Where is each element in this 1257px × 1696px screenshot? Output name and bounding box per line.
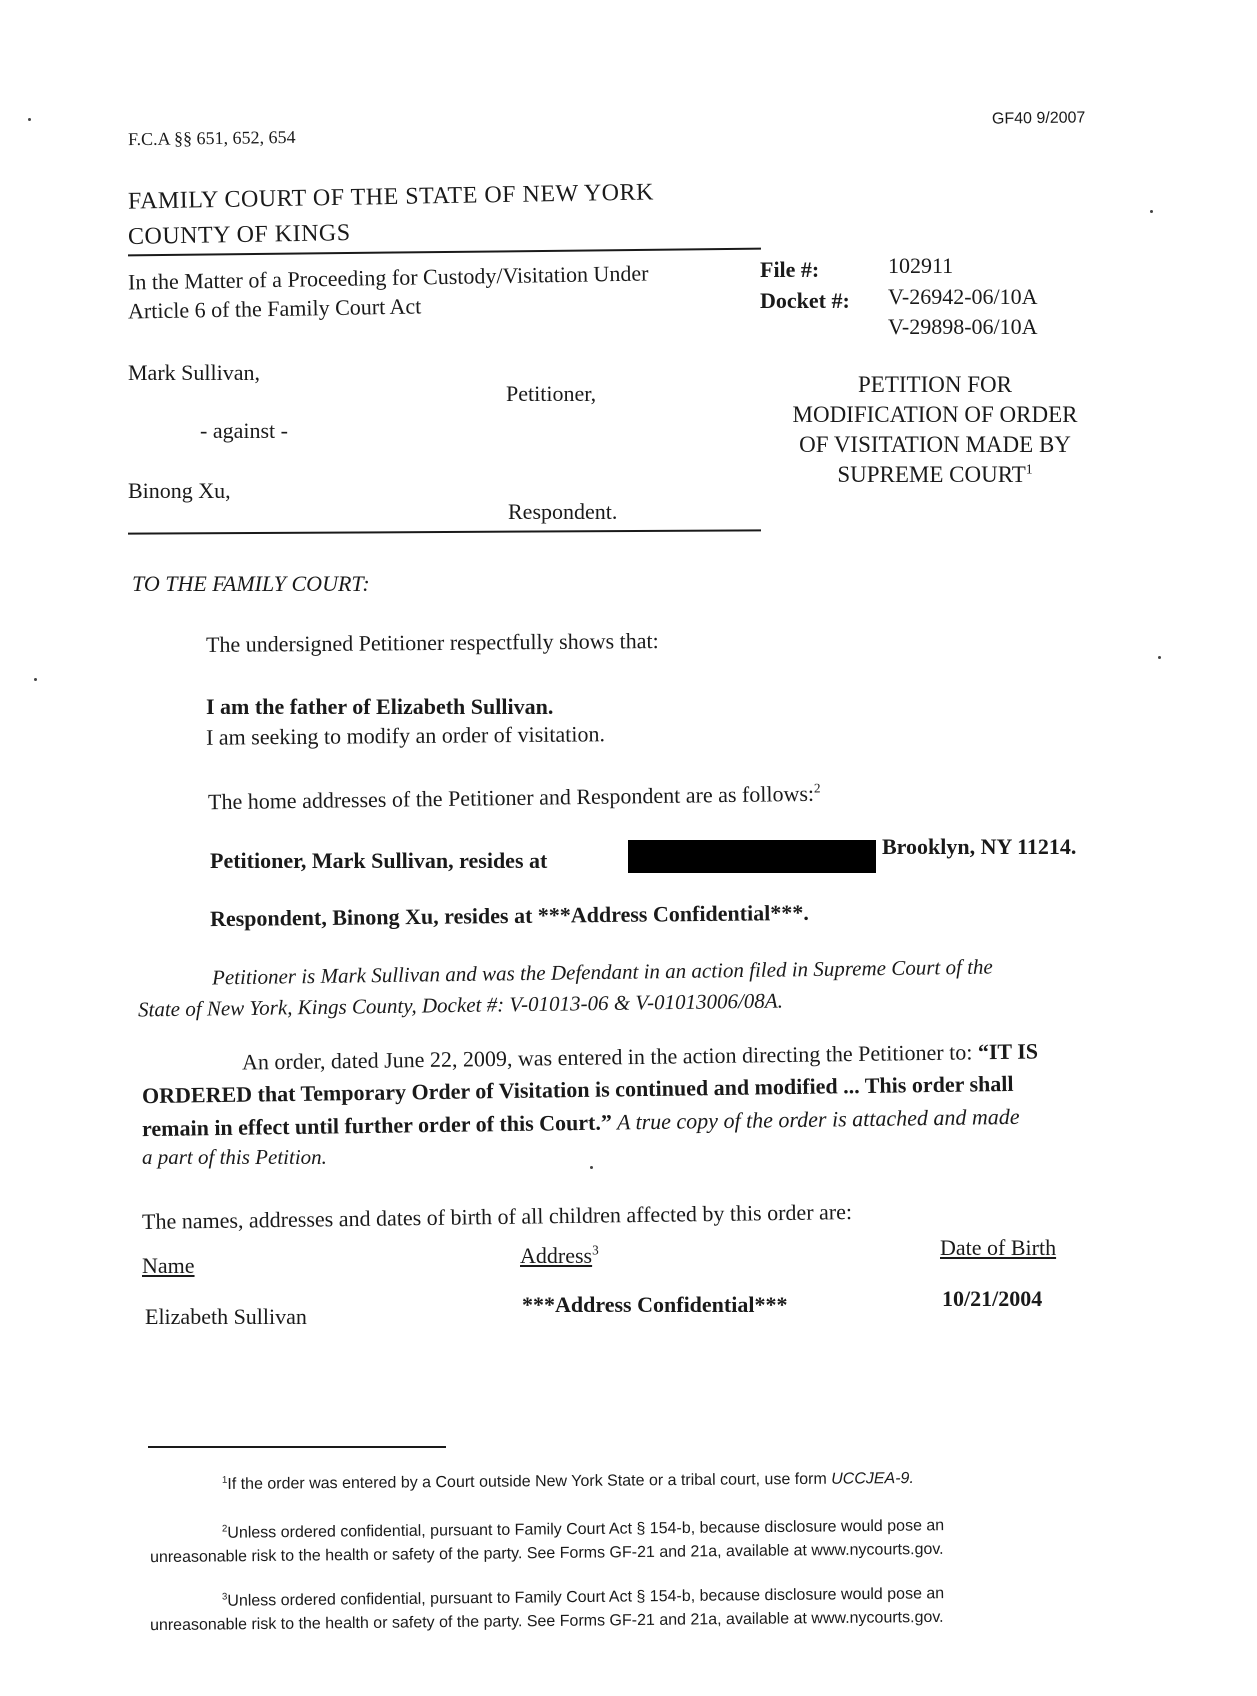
order-line-3-bold: remain in effect until further order of this Court.” xyxy=(141,1109,613,1142)
footnote-1 xyxy=(222,1470,914,1494)
child-name: Elizabeth Sullivan xyxy=(145,1304,307,1329)
petitioner-role: Petitioner, xyxy=(506,381,597,406)
table-header-name: Name xyxy=(142,1253,195,1278)
respondent-name: Binong Xu, xyxy=(128,478,231,503)
petition-title-4 xyxy=(765,462,1105,488)
footnote-2-number: 2 xyxy=(221,1523,228,1535)
children-intro: The names, addresses and dates of birth of all children affected by this order are: xyxy=(141,1199,853,1234)
docket-number-2: V-29898-06/10A xyxy=(888,314,1038,339)
seeking-statement: I am seeking to modify an order of visitation. xyxy=(205,721,606,750)
footnote-3-line-2: unreasonable risk to the health or safety of the party. See Forms GF-21 and 21a, available at www.nycourts.gov. xyxy=(149,1608,944,1635)
father-statement: I am the father of Elizabeth Sullivan. xyxy=(206,694,554,719)
caption-bottom-rule xyxy=(128,529,761,534)
order-line-1 xyxy=(242,1038,1038,1075)
petition-title-3: OF VISITATION MADE BY xyxy=(799,432,1071,457)
table-header-address xyxy=(520,1243,599,1269)
table-header-address-text: Address xyxy=(520,1243,593,1268)
scan-speck xyxy=(1158,656,1161,659)
matter-line-2: Article 6 of the Family Court Act xyxy=(127,293,422,324)
order-line-4: a part of this Petition. xyxy=(142,1145,327,1169)
salutation: TO THE FAMILY COURT: xyxy=(132,571,370,596)
addresses-intro xyxy=(208,781,821,816)
respondent-address-line: Respondent, Binong Xu, resides at ***Address Confidential***. xyxy=(209,899,809,932)
docket-label: Docket #: xyxy=(760,288,850,313)
order-line-1-plain: An order, dated June 22, 2009, was entered in the action directing the Petitioner to: xyxy=(241,1039,979,1075)
footnote-ref-1: 1 xyxy=(1025,461,1033,477)
against-label: - against - xyxy=(200,418,288,443)
scan-speck xyxy=(590,1166,593,1169)
defendant-statement-2: State of New York, Kings County, Docket #: V-01013-06 & V-01013006/08A. xyxy=(137,988,784,1022)
file-label: File #: xyxy=(760,257,820,282)
petitioner-city: Brooklyn, NY 11214. xyxy=(882,834,1077,859)
scan-speck xyxy=(34,678,37,681)
statute-reference: F.C.A §§ 651, 652, 654 xyxy=(127,126,296,150)
footnote-1-form: UCCJEA-9. xyxy=(831,1469,914,1488)
defendant-statement-1: Petitioner is Mark Sullivan and was the Defendant in an action filed in Supreme Court of the xyxy=(211,954,993,990)
addresses-intro-text: The home addresses of the Petitioner and Respondent are as follows: xyxy=(207,780,815,815)
petition-title-2: MODIFICATION OF ORDER xyxy=(792,402,1078,427)
matter-line-1: In the Matter of a Proceeding for Custody/Visitation Under xyxy=(127,260,649,295)
order-line-3-italic: A true copy of the order is attached and made xyxy=(611,1103,1020,1135)
scan-speck xyxy=(28,118,31,121)
child-dob: 10/21/2004 xyxy=(942,1286,1043,1311)
footnote-2-line-1 xyxy=(222,1517,944,1543)
footnote-1-text: If the order was entered by a Court outside New York State or a tribal court, use form xyxy=(227,1470,832,1493)
footnote-2-text-1: Unless ordered confidential, pursuant to Family Court Act § 154-b, because disclosure would pose an xyxy=(227,1517,945,1542)
footnote-2-line-2: unreasonable risk to the health or safety of the party. See Forms GF-21 and 21a, available at www.nycourts.gov. xyxy=(149,1540,944,1567)
court-name: FAMILY COURT OF THE STATE OF NEW YORK xyxy=(127,179,655,215)
footnote-ref-3: 3 xyxy=(592,1242,599,1258)
order-line-2: ORDERED that Temporary Order of Visitation is continued and modified ... This order shall xyxy=(141,1070,1014,1109)
child-address: ***Address Confidential*** xyxy=(522,1292,788,1317)
scan-speck xyxy=(1150,210,1153,213)
redacted-address-block xyxy=(628,840,876,873)
footnote-1-number: 1 xyxy=(221,1474,228,1486)
petitioner-name: Mark Sullivan, xyxy=(128,360,260,385)
order-line-3 xyxy=(142,1104,1020,1142)
court-county: COUNTY OF KINGS xyxy=(127,220,351,250)
docket-number-1: V-26942-06/10A xyxy=(888,284,1038,309)
intro-statement: The undersigned Petitioner respectfully shows that: xyxy=(205,628,659,657)
footnote-3-line-1 xyxy=(222,1585,944,1611)
order-line-1-bold: “IT IS xyxy=(977,1038,1039,1065)
form-id: GF40 9/2007 xyxy=(991,109,1086,128)
petition-title-4-text: SUPREME COURT xyxy=(837,462,1026,487)
file-number: 102911 xyxy=(888,253,954,278)
footnote-3-number: 3 xyxy=(221,1591,228,1603)
petitioner-address-line: Petitioner, Mark Sullivan, resides at xyxy=(210,848,548,873)
petition-title-1: PETITION FOR xyxy=(858,372,1012,397)
footnote-3-text-1: Unless ordered confidential, pursuant to Family Court Act § 154-b, because disclosure would pose an xyxy=(227,1585,945,1610)
table-header-dob: Date of Birth xyxy=(940,1235,1057,1260)
footnote-separator xyxy=(148,1446,446,1448)
respondent-role: Respondent. xyxy=(508,499,618,524)
footnote-ref-2: 2 xyxy=(813,780,821,796)
